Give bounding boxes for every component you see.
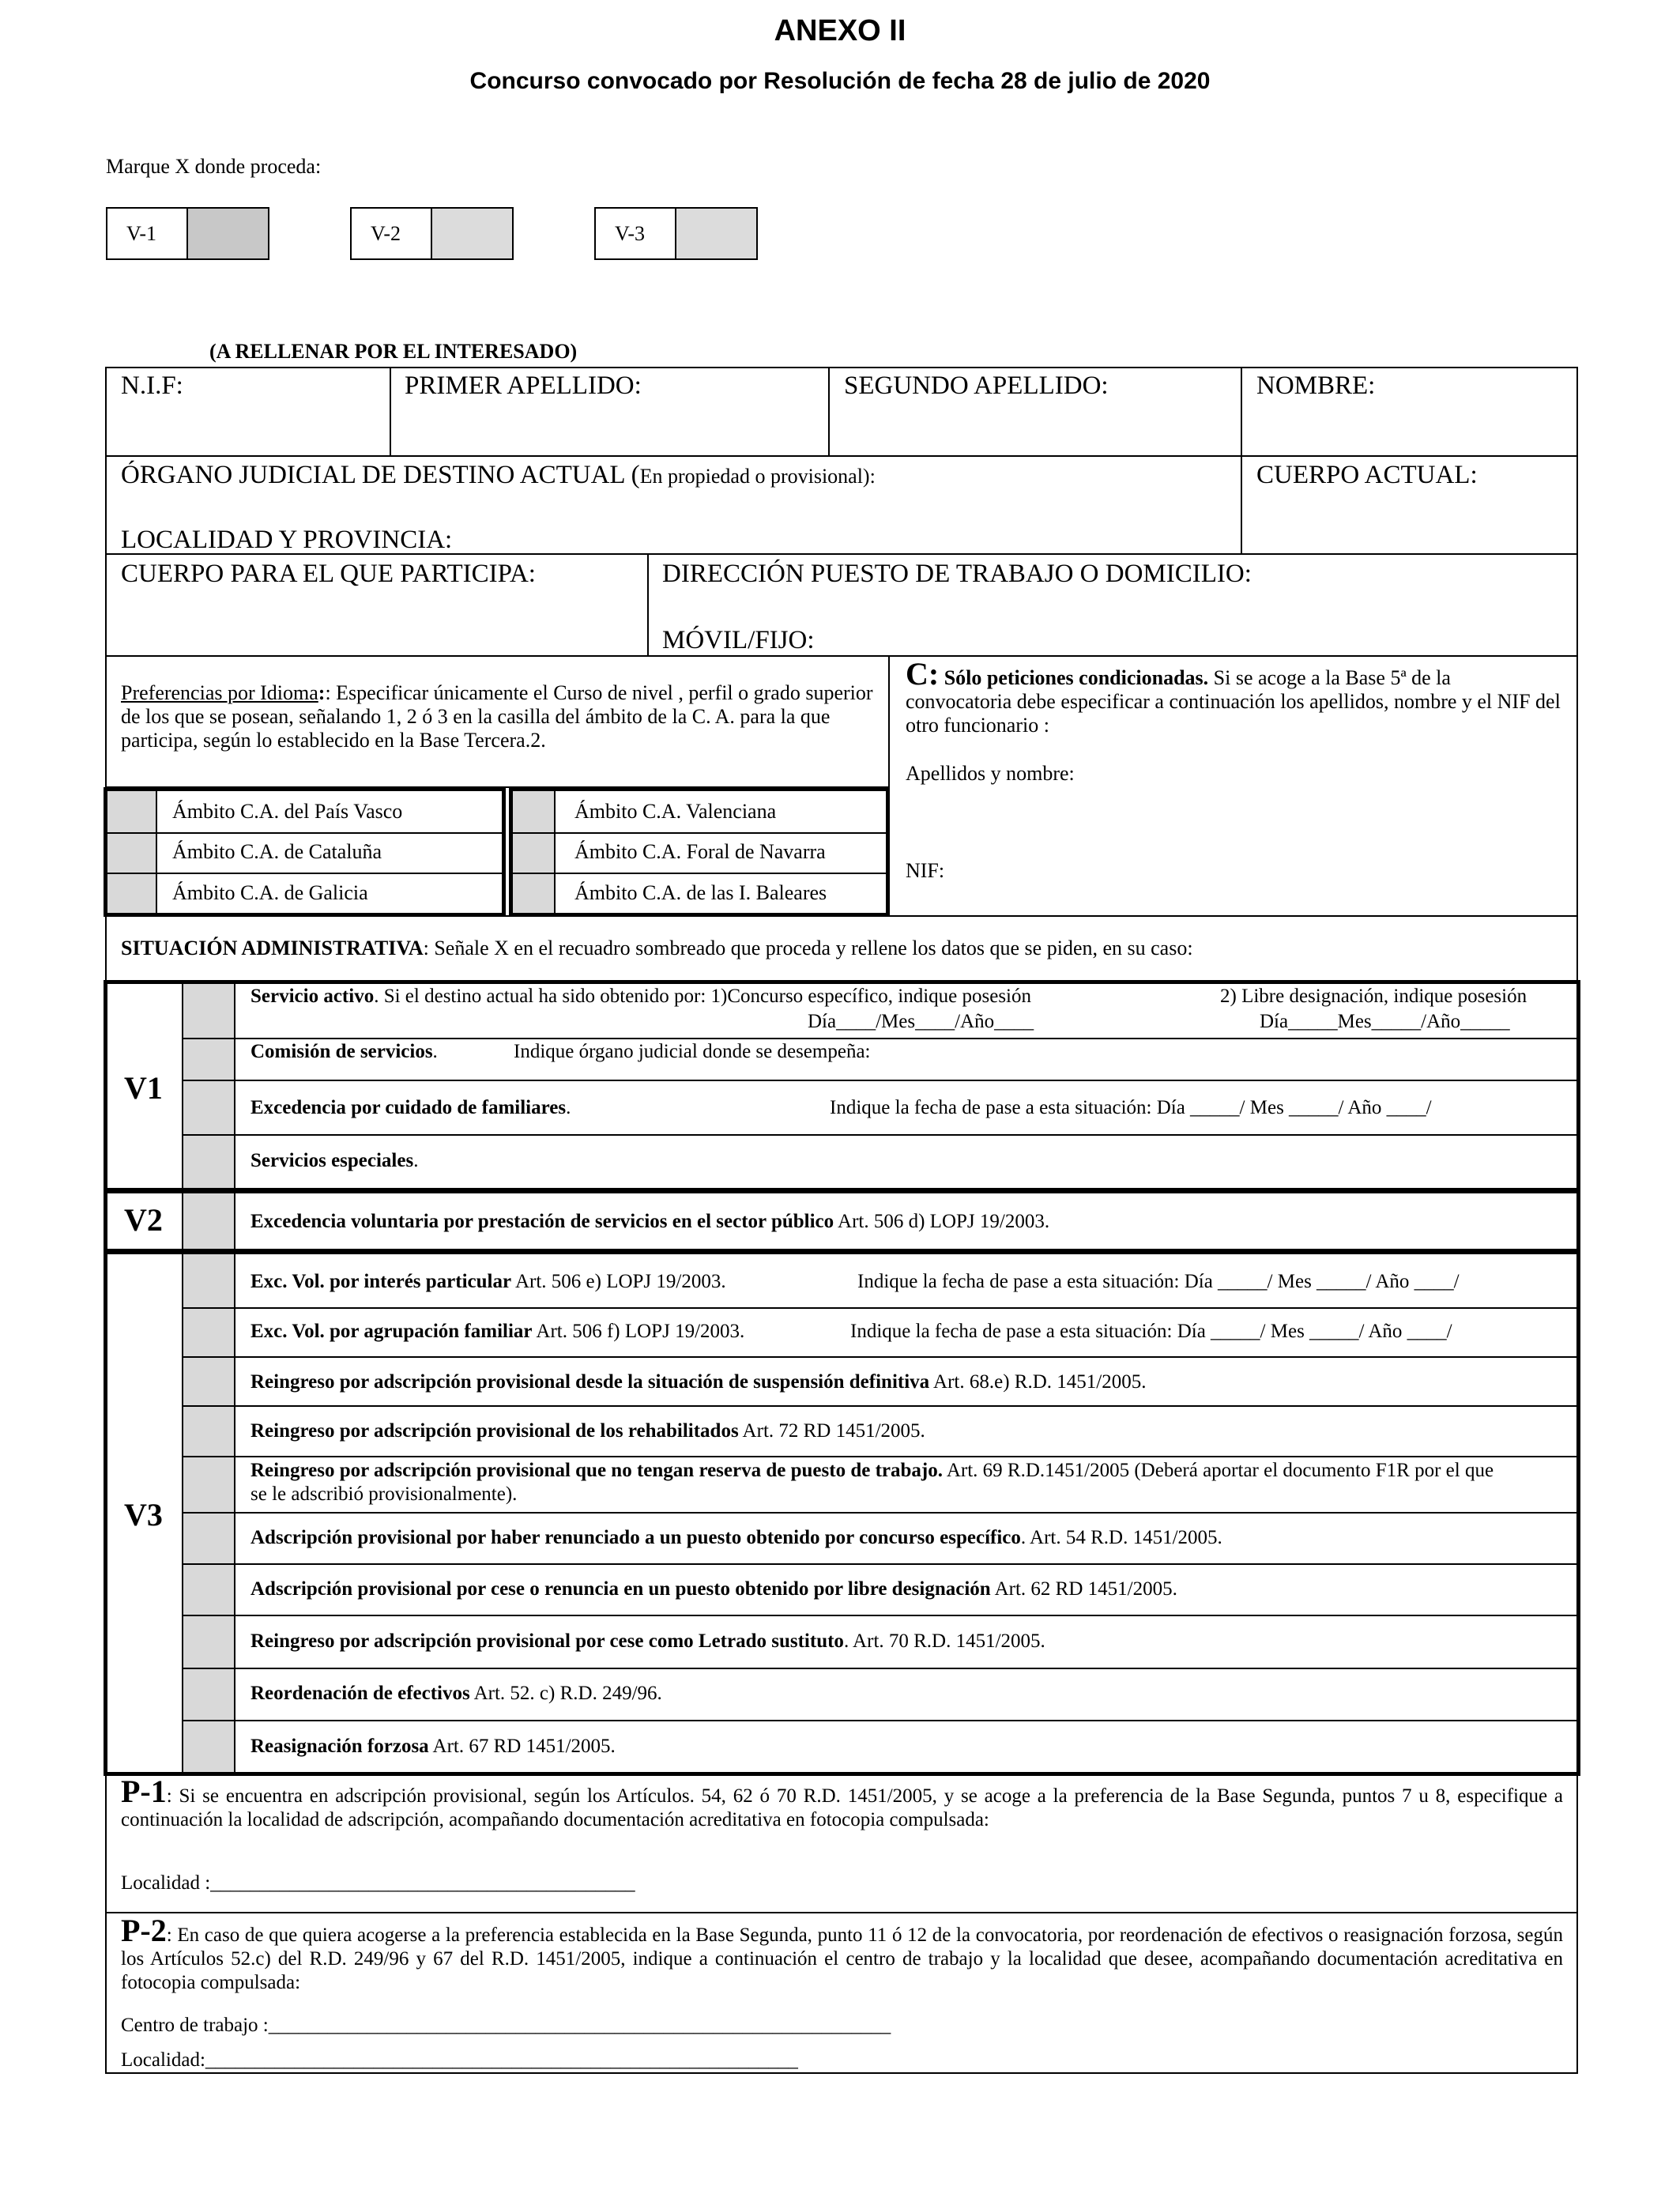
v3-row-5[interactable] <box>250 1459 1499 1506</box>
option-v3-label: V-3 <box>615 221 646 245</box>
v3-row-2-title: Exc. Vol. por agrupación familiar <box>250 1321 533 1342</box>
comision-servicios-row[interactable] <box>250 1040 438 1064</box>
ambito-pais-vasco: Ámbito C.A. del País Vasco <box>172 800 403 823</box>
ambito-valenciana: Ámbito C.A. Valenciana <box>574 800 777 823</box>
v3-row-6[interactable] <box>250 1526 1222 1550</box>
condicionadas-nif-field[interactable]: NIF: <box>906 859 945 882</box>
option-v1-checkbox[interactable] <box>186 209 268 258</box>
condicionadas-text <box>906 656 1561 737</box>
idioma-input-galicia[interactable] <box>107 874 156 913</box>
form-subtitle: Concurso convocado por Resolución de fecha 28 de julio de 2020 <box>469 68 1211 94</box>
option-v1-label: V-1 <box>126 221 157 245</box>
excedencia-familiares-title: Excedencia por cuidado de familiares <box>250 1097 567 1118</box>
v3-row-1-text: Art. 506 e) LOPJ 19/2003. <box>511 1271 726 1292</box>
excedencia-sector-publico-row[interactable] <box>250 1210 1049 1234</box>
servicios-especiales-text: . <box>413 1150 419 1171</box>
v2-label: V2 <box>124 1202 163 1238</box>
v3-row-6-title: Adscripción provisional por haber renunciado a un puesto obtenido por concurso específico <box>250 1527 1021 1548</box>
v3-row-10-text: Art. 67 RD 1451/2005. <box>428 1736 616 1757</box>
situacion-title: SITUACIÓN ADMINISTRATIVA <box>121 937 424 959</box>
servicio-activo-title: Servicio activo <box>250 986 375 1007</box>
excedencia-sector-publico-title: Excedencia voluntaria por prestación de servicios en el sector público <box>250 1211 834 1232</box>
v3-row-9-title: Reordenación de efectivos <box>250 1683 470 1704</box>
v3-row-1-title: Exc. Vol. por interés particular <box>250 1271 512 1292</box>
nombre-field[interactable]: NOMBRE: <box>1256 371 1376 400</box>
p2-localidad-field[interactable]: Localidad:____________________________________________________________ <box>121 2049 798 2071</box>
mark-instruction: Marque X donde proceda: <box>106 155 322 178</box>
servicio-activo-text: . Si el destino actual ha sido obtenido por: 1)Concurso específico, indique posesión <box>374 986 1031 1007</box>
excedencia-familiares-date-field[interactable]: Indique la fecha de pase a esta situación: Día _____/ Mes _____/ Año ____/ <box>830 1097 1432 1118</box>
organo-label: ÓRGANO JUDICIAL DE DESTINO ACTUAL ( <box>121 461 640 489</box>
idioma-input-navarra[interactable] <box>513 834 554 873</box>
situacion-instructions <box>121 937 1193 960</box>
nif-field[interactable]: N.I.F: <box>121 371 183 400</box>
p2-desc: : En caso de que quiera acogerse a la preferencia establecida en la Base Segunda, punto 11 ó 12 de la convocatoria, por reordenación de efectivos o reasignación forzosa, según los Artículos 52.c) del R.D. 249/96 y 67 del R.D. 1451/2005, indique a continuación el centro de trabajo y la localidad que desee, acompañando documentación acreditativa en fotocopia compulsada: <box>121 1924 1563 1993</box>
direccion-field[interactable]: DIRECCIÓN PUESTO DE TRABAJO O DOMICILIO: <box>662 560 1252 588</box>
p2-text <box>121 1913 1563 1995</box>
segundo-apellido-field[interactable]: SEGUNDO APELLIDO: <box>844 371 1109 400</box>
fill-by-label: (A RELLENAR POR EL INTERESADO) <box>209 340 578 363</box>
ambito-baleares: Ámbito C.A. de las I. Baleares <box>574 881 827 904</box>
v3-row-6-text: . Art. 54 R.D. 1451/2005. <box>1020 1527 1222 1548</box>
cuerpo-participa-field[interactable]: CUERPO PARA EL QUE PARTICIPA: <box>121 560 536 588</box>
idioma-input-valenciana[interactable] <box>513 791 554 832</box>
idioma-instructions: Preferencias por Idioma:: Especificar únicamente el Curso de nivel , perfil o grado superior de los que se posean, señalando 1, 2 ó 3 en la casilla del ámbito de la C. A. para la que participa, según lo establecido en la Base Tercera.2. <box>121 681 873 752</box>
comision-organo-field[interactable]: Indique órgano judicial donde se desempeña: <box>514 1041 871 1062</box>
v3-row-9-text: Art. 52. c) R.D. 249/96. <box>469 1683 662 1704</box>
comision-title: Comisión de servicios <box>250 1041 433 1062</box>
organo-note: En propiedad o provisional): <box>639 465 876 488</box>
ambito-cataluna: Ámbito C.A. de Cataluña <box>172 840 382 863</box>
option-v3-box[interactable] <box>594 207 758 260</box>
v3-row-2[interactable] <box>250 1320 744 1344</box>
agrupacion-familiar-date-field[interactable]: Indique la fecha de pase a esta situación: Día _____/ Mes _____/ Año ____/ <box>850 1321 1452 1342</box>
condicionadas-apellidos-field[interactable]: Apellidos y nombre: <box>906 762 1075 785</box>
v3-row-4-title: Reingreso por adscripción provisional de los rehabilitados <box>250 1420 739 1442</box>
v3-row-4-text: Art. 72 RD 1451/2005. <box>738 1420 925 1442</box>
v3-row-7[interactable] <box>250 1578 1177 1601</box>
p2-centro-field[interactable]: Centro de trabajo :_______________________________________________________________ <box>121 2015 891 2036</box>
v3-row-8-text: . Art. 70 R.D. 1451/2005. <box>843 1630 1045 1652</box>
primer-apellido-field[interactable]: PRIMER APELLIDO: <box>405 371 642 400</box>
libre-designacion-text: 2) Libre designación, indique posesión <box>1220 986 1527 1007</box>
cuerpo-actual-field[interactable]: CUERPO ACTUAL: <box>1256 461 1478 489</box>
option-v3-checkbox[interactable] <box>675 209 756 258</box>
idioma-input-pais-vasco[interactable] <box>107 791 156 832</box>
option-v2-checkbox[interactable] <box>431 209 512 258</box>
excedencia-familiares-text: . <box>566 1097 571 1118</box>
v3-row-2-text: Art. 506 f) LOPJ 19/2003. <box>532 1321 745 1342</box>
condicionadas-title: Sólo peticiones condicionadas. <box>944 666 1209 689</box>
p1-localidad-field[interactable]: Localidad :___________________________________________ <box>121 1872 635 1894</box>
excedencia-sector-publico-text: Art. 506 d) LOPJ 19/2003. <box>834 1211 1050 1232</box>
v1-label: V1 <box>124 1070 163 1106</box>
condicionadas-letter: C: <box>906 656 940 692</box>
situacion-text: : Señale X en el recuadro sombreado que proceda y rellene los datos que se piden, en su caso: <box>423 937 1193 959</box>
v3-row-8[interactable] <box>250 1630 1045 1653</box>
v3-row-3[interactable] <box>250 1370 1146 1394</box>
v3-row-5-title: Reingreso por adscripción provisional que no tengan reserva de puesto de trabajo. <box>250 1460 943 1481</box>
ambito-galicia: Ámbito C.A. de Galicia <box>172 881 368 904</box>
p1-desc: : Si se encuentra en adscripción provisional, según los Artículos. 54, 62 ó 70 R.D. 1451/2005, y se acoge a la preferencia de la Base Segunda, puntos 7 u 8, especifique a continuación la localidad de adscripción, acompañando documentación acreditativa en fotocopia compulsada: <box>121 1785 1563 1830</box>
ambito-navarra: Ámbito C.A. Foral de Navarra <box>574 840 826 863</box>
v3-row-10[interactable] <box>250 1735 616 1759</box>
servicios-especiales-row[interactable] <box>250 1149 418 1173</box>
p2-label: P-2 <box>121 1913 167 1948</box>
p1-text <box>121 1774 1563 1832</box>
servicios-especiales-title: Servicios especiales <box>250 1150 414 1171</box>
idioma-text: : Especificar únicamente el Curso de nivel , perfil o grado superior de los que se posean, señalando 1, 2 ó 3 en la casilla del ámbito de la C. A. para la que participa, según lo establecido en la Base Tercera.2. <box>121 681 873 752</box>
v3-row-1[interactable] <box>250 1270 726 1294</box>
v3-row-9[interactable] <box>250 1682 662 1706</box>
p1-label: P-1 <box>121 1774 167 1809</box>
condicionadas-desc: Si se acoge a la Base 5ª de la convocatoria debe especificar a continuación los apellidos, nombre y el NIF del otro funcionario : <box>906 666 1561 737</box>
concurso-date-field[interactable]: Día____/Mes____/Año____ <box>808 1011 1034 1032</box>
v3-label: V3 <box>124 1497 163 1532</box>
v3-row-3-text: Art. 68.e) R.D. 1451/2005. <box>929 1371 1147 1393</box>
v3-row-7-text: Art. 62 RD 1451/2005. <box>990 1578 1177 1600</box>
idioma-title: Preferencias por Idioma <box>121 681 318 704</box>
localidad-provincia-field[interactable]: LOCALIDAD Y PROVINCIA: <box>121 526 453 554</box>
option-v2-label: V-2 <box>371 221 401 245</box>
v3-row-10-title: Reasignación forzosa <box>250 1736 429 1757</box>
idioma-input-cataluna[interactable] <box>107 834 156 873</box>
annex-title: ANEXO II <box>774 14 906 47</box>
interes-particular-date-field[interactable]: Indique la fecha de pase a esta situación: Día _____/ Mes _____/ Año ____/ <box>857 1271 1460 1292</box>
v3-row-7-title: Adscripción provisional por cese o renuncia en un puesto obtenido por libre designación <box>250 1578 991 1600</box>
option-v1-box[interactable] <box>106 207 269 260</box>
v3-row-3-title: Reingreso por adscripción provisional desde la situación de suspensión definitiva <box>250 1371 930 1393</box>
v3-row-8-title: Reingreso por adscripción provisional por cese como Letrado sustituto <box>250 1630 844 1652</box>
option-v2-box[interactable] <box>350 207 514 260</box>
organo-field[interactable] <box>121 461 876 491</box>
v3-row-4[interactable] <box>250 1419 925 1443</box>
comision-text: . <box>432 1041 438 1062</box>
movil-field[interactable]: MÓVIL/FIJO: <box>662 626 815 654</box>
v3-row-5-text: Art. 69 R.D.1451/2005 (Deberá aportar el documento F1R por el que se le adscribió provisionalmente). <box>250 1460 1494 1505</box>
idioma-input-baleares[interactable] <box>513 874 554 913</box>
excedencia-familiares-row[interactable] <box>250 1096 571 1120</box>
libre-date-field[interactable]: Día_____Mes_____/Año_____ <box>1260 1011 1510 1032</box>
servicio-activo-row[interactable] <box>250 985 1031 1008</box>
